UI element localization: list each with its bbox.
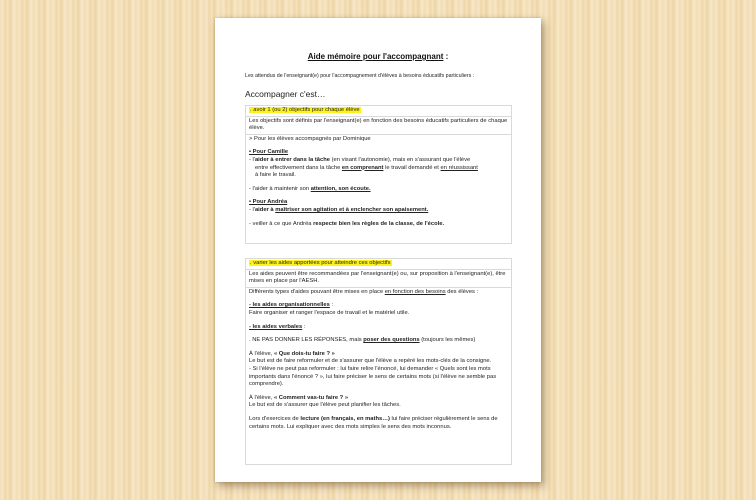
section-aids	[245, 258, 512, 465]
t: - l'aider à maintenir son	[249, 185, 311, 192]
t: Lors d'exercices de	[249, 415, 301, 422]
question2	[249, 395, 508, 403]
andrea-label	[249, 199, 508, 207]
andrea-line2	[249, 221, 508, 229]
types-line	[249, 289, 508, 297]
t: aider à entrer dans la tâche	[254, 156, 331, 163]
t: respecte bien les règles de la classe, de l'école.	[313, 220, 445, 227]
t: « Que dois-tu faire ? »	[273, 350, 335, 357]
t: lecture (en français, en maths…)	[300, 415, 390, 422]
camille-label-text: • Pour Camille	[249, 149, 289, 156]
reading-line	[249, 416, 508, 431]
t: entre effectivement dans la tâche	[255, 164, 342, 171]
section-body	[246, 135, 511, 229]
camille-line4	[249, 186, 508, 194]
section-description: Les aides peuvent être recommandées par l'enseignant(e) ou, sur proposition à l'enseignant(e), être mises en place par l'AESH.	[246, 270, 511, 288]
t: (en visant l'autonomie), mais en s'assurant que l'élève	[330, 156, 471, 163]
question2-text: Le but est de s'assurer que l'élève peut planifier les tâches.	[249, 402, 401, 409]
document-page	[215, 18, 541, 482]
question1	[249, 351, 508, 359]
students-intro: > Pour les élèves accompagnés par Dominique	[249, 135, 371, 142]
t: « Comment vas-tu faire ? »	[273, 394, 349, 401]
t: . NE PAS DONNER LES RÉPONSES, mais	[249, 337, 364, 344]
section-objectives	[245, 105, 512, 244]
t: Différents types d'aides pouvant être mises en place	[249, 288, 385, 295]
t: des élèves :	[445, 288, 479, 295]
heading-highlight: . varier les aides apportées pour atteindre ces objectifs	[250, 260, 391, 266]
t: - l'	[249, 206, 255, 213]
t: - les aides verbales	[249, 323, 303, 330]
section-heading	[246, 259, 511, 270]
t: - les aides organisationnelles	[249, 302, 330, 309]
section-heading	[246, 106, 511, 117]
camille-line2	[249, 165, 508, 173]
t: À l'élève,	[249, 394, 274, 401]
t: maîtriser son agitation et à enclencher son apaisement.	[275, 206, 429, 213]
section-body	[246, 288, 511, 432]
t: :	[302, 323, 306, 330]
t: le travail demandé et	[383, 164, 441, 171]
camille-line3: à faire le travail.	[255, 172, 296, 179]
section-description: Les objectifs sont définis par l'enseignant(e) en fonction des besoins éducatifs particuliers de chaque élève.	[246, 117, 511, 135]
question1-text2: - Si l'élève ne peut pas reformuler : lui faire relire l'énoncé, lui demander « Quels sont les mots importants dans l'énoncé ? », lui faire préciser le sens de certains mots (si l'élève ne semble pas comprendre).	[249, 365, 497, 388]
t: aider à	[254, 206, 276, 213]
question1-text1: Le but est de faire reformuler et de s'assurer que l'élève a repéré les mots-clés de la consigne.	[249, 358, 492, 365]
intro-text: Les attendus de l'enseignant(e) pour l'accompagnement d'élèves à besoins éducatifs particuliers :	[245, 73, 475, 79]
andrea-line1	[249, 207, 508, 215]
t: - l'	[249, 156, 255, 163]
camille-line1	[249, 157, 508, 165]
title-text: Aide mémoire pour l'accompagnant	[307, 52, 444, 61]
t: en fonction des besoins	[384, 288, 446, 295]
t: :	[329, 302, 334, 309]
org-label	[249, 302, 508, 310]
heading-highlight: . avoir 1 (ou 2) objectifs pour chaque élève	[250, 107, 360, 113]
t: attention, son écoute.	[310, 185, 371, 192]
t: (toujours les mêmes)	[419, 337, 476, 344]
t: en réussissant	[440, 164, 478, 171]
t: en comprenant	[341, 164, 384, 171]
t: poser des questions	[363, 337, 420, 344]
page-title	[215, 52, 541, 61]
t: - veiller à ce que Andréa	[249, 220, 314, 227]
andrea-label-text: • Pour Andréa	[249, 199, 288, 206]
verb-label	[249, 324, 508, 332]
camille-label	[249, 149, 508, 157]
t: À l'élève,	[249, 350, 274, 357]
no-answers-line	[249, 337, 508, 345]
subtitle: Accompagner c'est…	[245, 89, 326, 99]
t: lui faire préciser régulièrement le sens de certains mots. Lui expliquer avec des mots simples le sens des mots inconnus.	[249, 415, 498, 430]
org-text: Faire organiser et ranger l'espace de travail et le matériel utile.	[249, 309, 410, 316]
title-suffix: :	[443, 52, 449, 61]
